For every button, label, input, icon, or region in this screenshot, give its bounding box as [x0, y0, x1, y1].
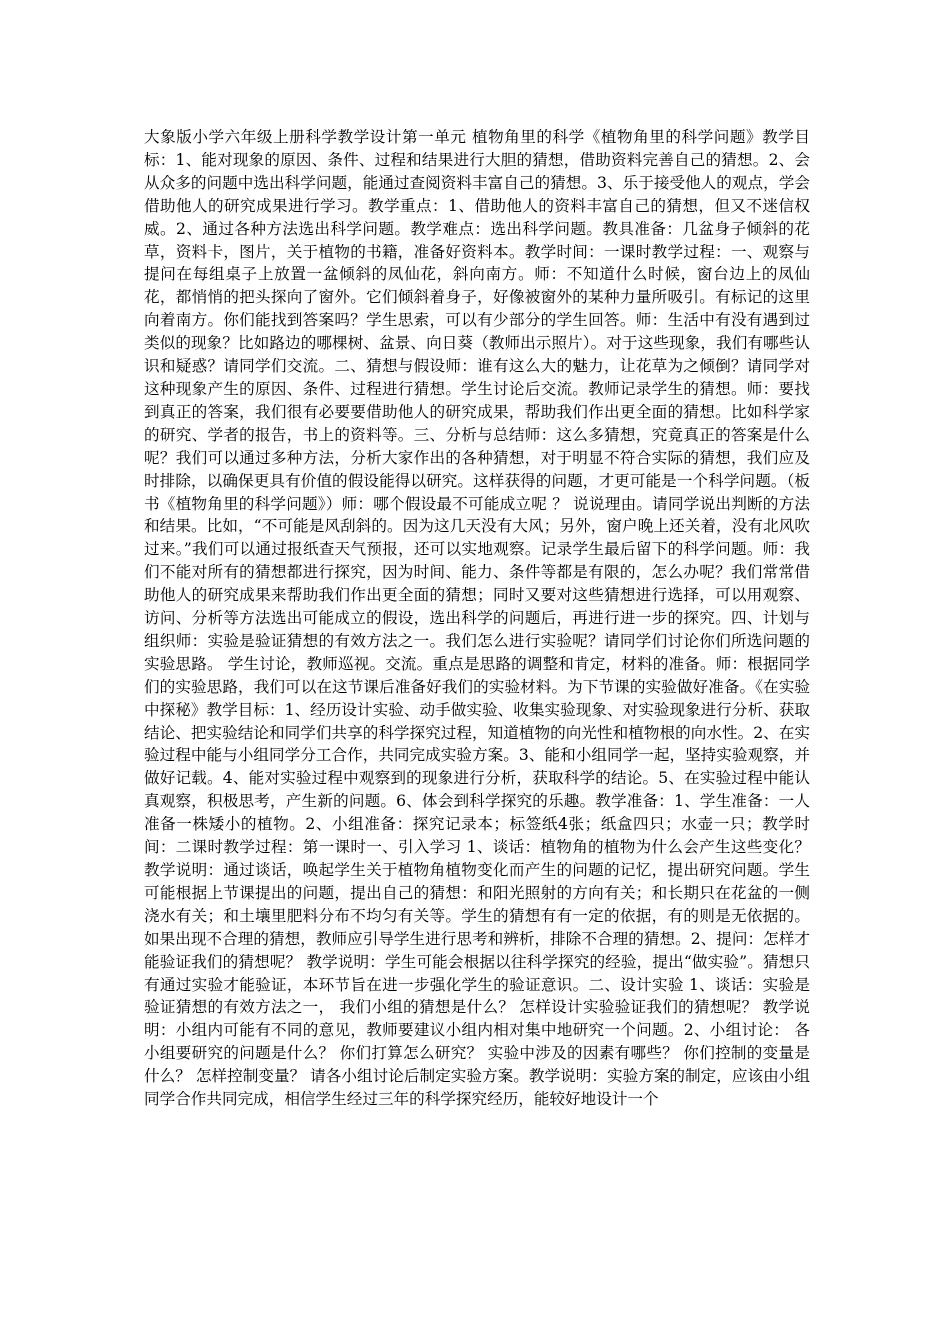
- document-page: [144, 126, 810, 1111]
- document-body-text: 大象版小学六年级上册科学教学设计第一单元 植物角里的科学《植物角里的科学问题》教学目标：1、能对现象的原因、条件、过程和结果进行大胆的猜想，借助资料完善自己的猜想。2、会从众多的问题中选出科学问题，能通过查阅资料丰富自己的猜想。3、乐于接受他人的观点，学会借助他人的研究成果进行学习。教学重点：1、借助他人的资料丰富自己的猜想，但又不迷信权威。2、通过各种方法选出科学问题。教学难点：选出科学问题。教具准备：几盆身子倾斜的花草，资料卡，图片，关于植物的书籍，准备好资料本。教学时间：一课时教学过程：一、观察与提问在每组桌子上放置一盆倾斜的凤仙花，斜向南方。师：不知道什么时候，窗台边上的凤仙花，都悄悄的把头探向了窗外。它们倾斜着身子，好像被窗外的某种力量所吸引。有标记的这里向着南方。你们能找到答案吗？学生思索，可以有少部分的学生回答。师：生活中有没有遇到过类似的现象？比如路边的哪棵树、盆景、向日葵（教师出示照片）。对于这些现象，我们有哪些认识和疑惑？请同学们交流。二、猜想与假设师：谁有这么大的魅力，让花草为之倾倒？请同学对这种现象产生的原因、条件、过程进行猜想。学生讨论后交流。教师记录学生的猜想。师：要找到真正的答案，我们很有必要要借助他人的研究成果，帮助我们作出更全面的猜想。比如科学家的研究、学者的报告，书上的资料等。三、分析与总结师：这么多猜想，究竟真正的答案是什么呢？我们可以通过多种方法，分析大家作出的各种猜想，对于明显不符合实际的猜想，我们应及时排除，以确保更具有价值的假设能得以研究。这样获得的问题，才更可能是一个科学问题。（板书《植物角里的科学问题》）师：哪个假设最不可能成立呢 ？ 说说理由。请同学说出判断的方法和结果。比如，“不可能是风刮斜的。因为这几天没有大风；另外，窗户晚上还关着，没有北风吹过来。”我们可以通过报纸查天气预报，还可以实地观察。记录学生最后留下的科学问题。师：我们不能对所有的猜想都进行探究，因为时间、能力、条件等都是有限的，怎么办呢？我们常常借助他人的研究成果来帮助我们作出更全面的猜想；同时又要对这些猜想进行选择，可以用观察、访问、分析等方法选出可能成立的假设，选出科学的问题后，再进行进一步的探究。四、计划与组织师：实验是验证猜想的有效方法之一。我们怎么进行实验呢？请同学们讨论你们所选问题的实验思路。 学生讨论，教师巡视。交流。重点是思路的调整和肯定，材料的准备。师：根据同学们的实验思路，我们可以在这节课后准备好我们的实验材料。为下节课的实验做好准备。《在实验中探秘》教学目标：1、经历设计实验、动手做实验、收集实验现象、对实验现象进行分析、获取结论、把实验结论和同学们共享的科学探究过程，知道植物的向光性和植物根的向水性。2、在实验过程中能与小组同学分工合作，共同完成实验方案。3、能和小组同学一起，坚持实验观察，并做好记载。4、能对实验过程中观察到的现象进行分析，获取科学的结论。5、在实验过程中能认真观察，积极思考，产生新的问题。6、体会到科学探究的乐趣。教学准备：1、学生准备：一人准备一株矮小的植物。2、小组准备：探究记录本；标签纸4张；纸盒四只；水壶一只；教学时间：二课时教学过程：第一课时一、引入学习 1、谈话：植物角的植物为什么会产生这些变化？ 教学说明：通过谈话，唤起学生关于植物角植物变化而产生的问题的记忆，提出研究问题。学生可能根据上节课提出的问题，提出自己的猜想：和阳光照射的方向有关；和长期只在花盆的一侧浇水有关；和土壤里肥料分布不均匀有关等。学生的猜想有有一定的依据，有的则是无依据的。如果出现不合理的猜想，教师应引导学生进行思考和辨析，排除不合理的猜想。2、提问：怎样才能验证我们的猜想呢？ 教学说明：学生可能会根据以往科学探究的经验，提出“做实验”。猜想只有通过实验才能验证，本环节旨在进一步强化学生的验证意识。二、设计实验 1、谈话：实验是验证猜想的有效方法之一， 我们小组的猜想是什么？ 怎样设计实验验证我们的猜想呢？ 教学说明：小组内可能有不同的意见，教师要建议小组内相对集中地研究一个问题。2、小组讨论： 各小组要研究的问题是什么？ 你们打算怎么研究？ 实验中涉及的因素有哪些？ 你们控制的变量是什么？ 怎样控制变量？ 请各小组讨论后制定实验方案。教学说明：实验方案的制定，应该由小组同学合作共同完成，相信学生经过三年的科学探究经历，能较好地设计一个: [144, 128, 810, 1109]
